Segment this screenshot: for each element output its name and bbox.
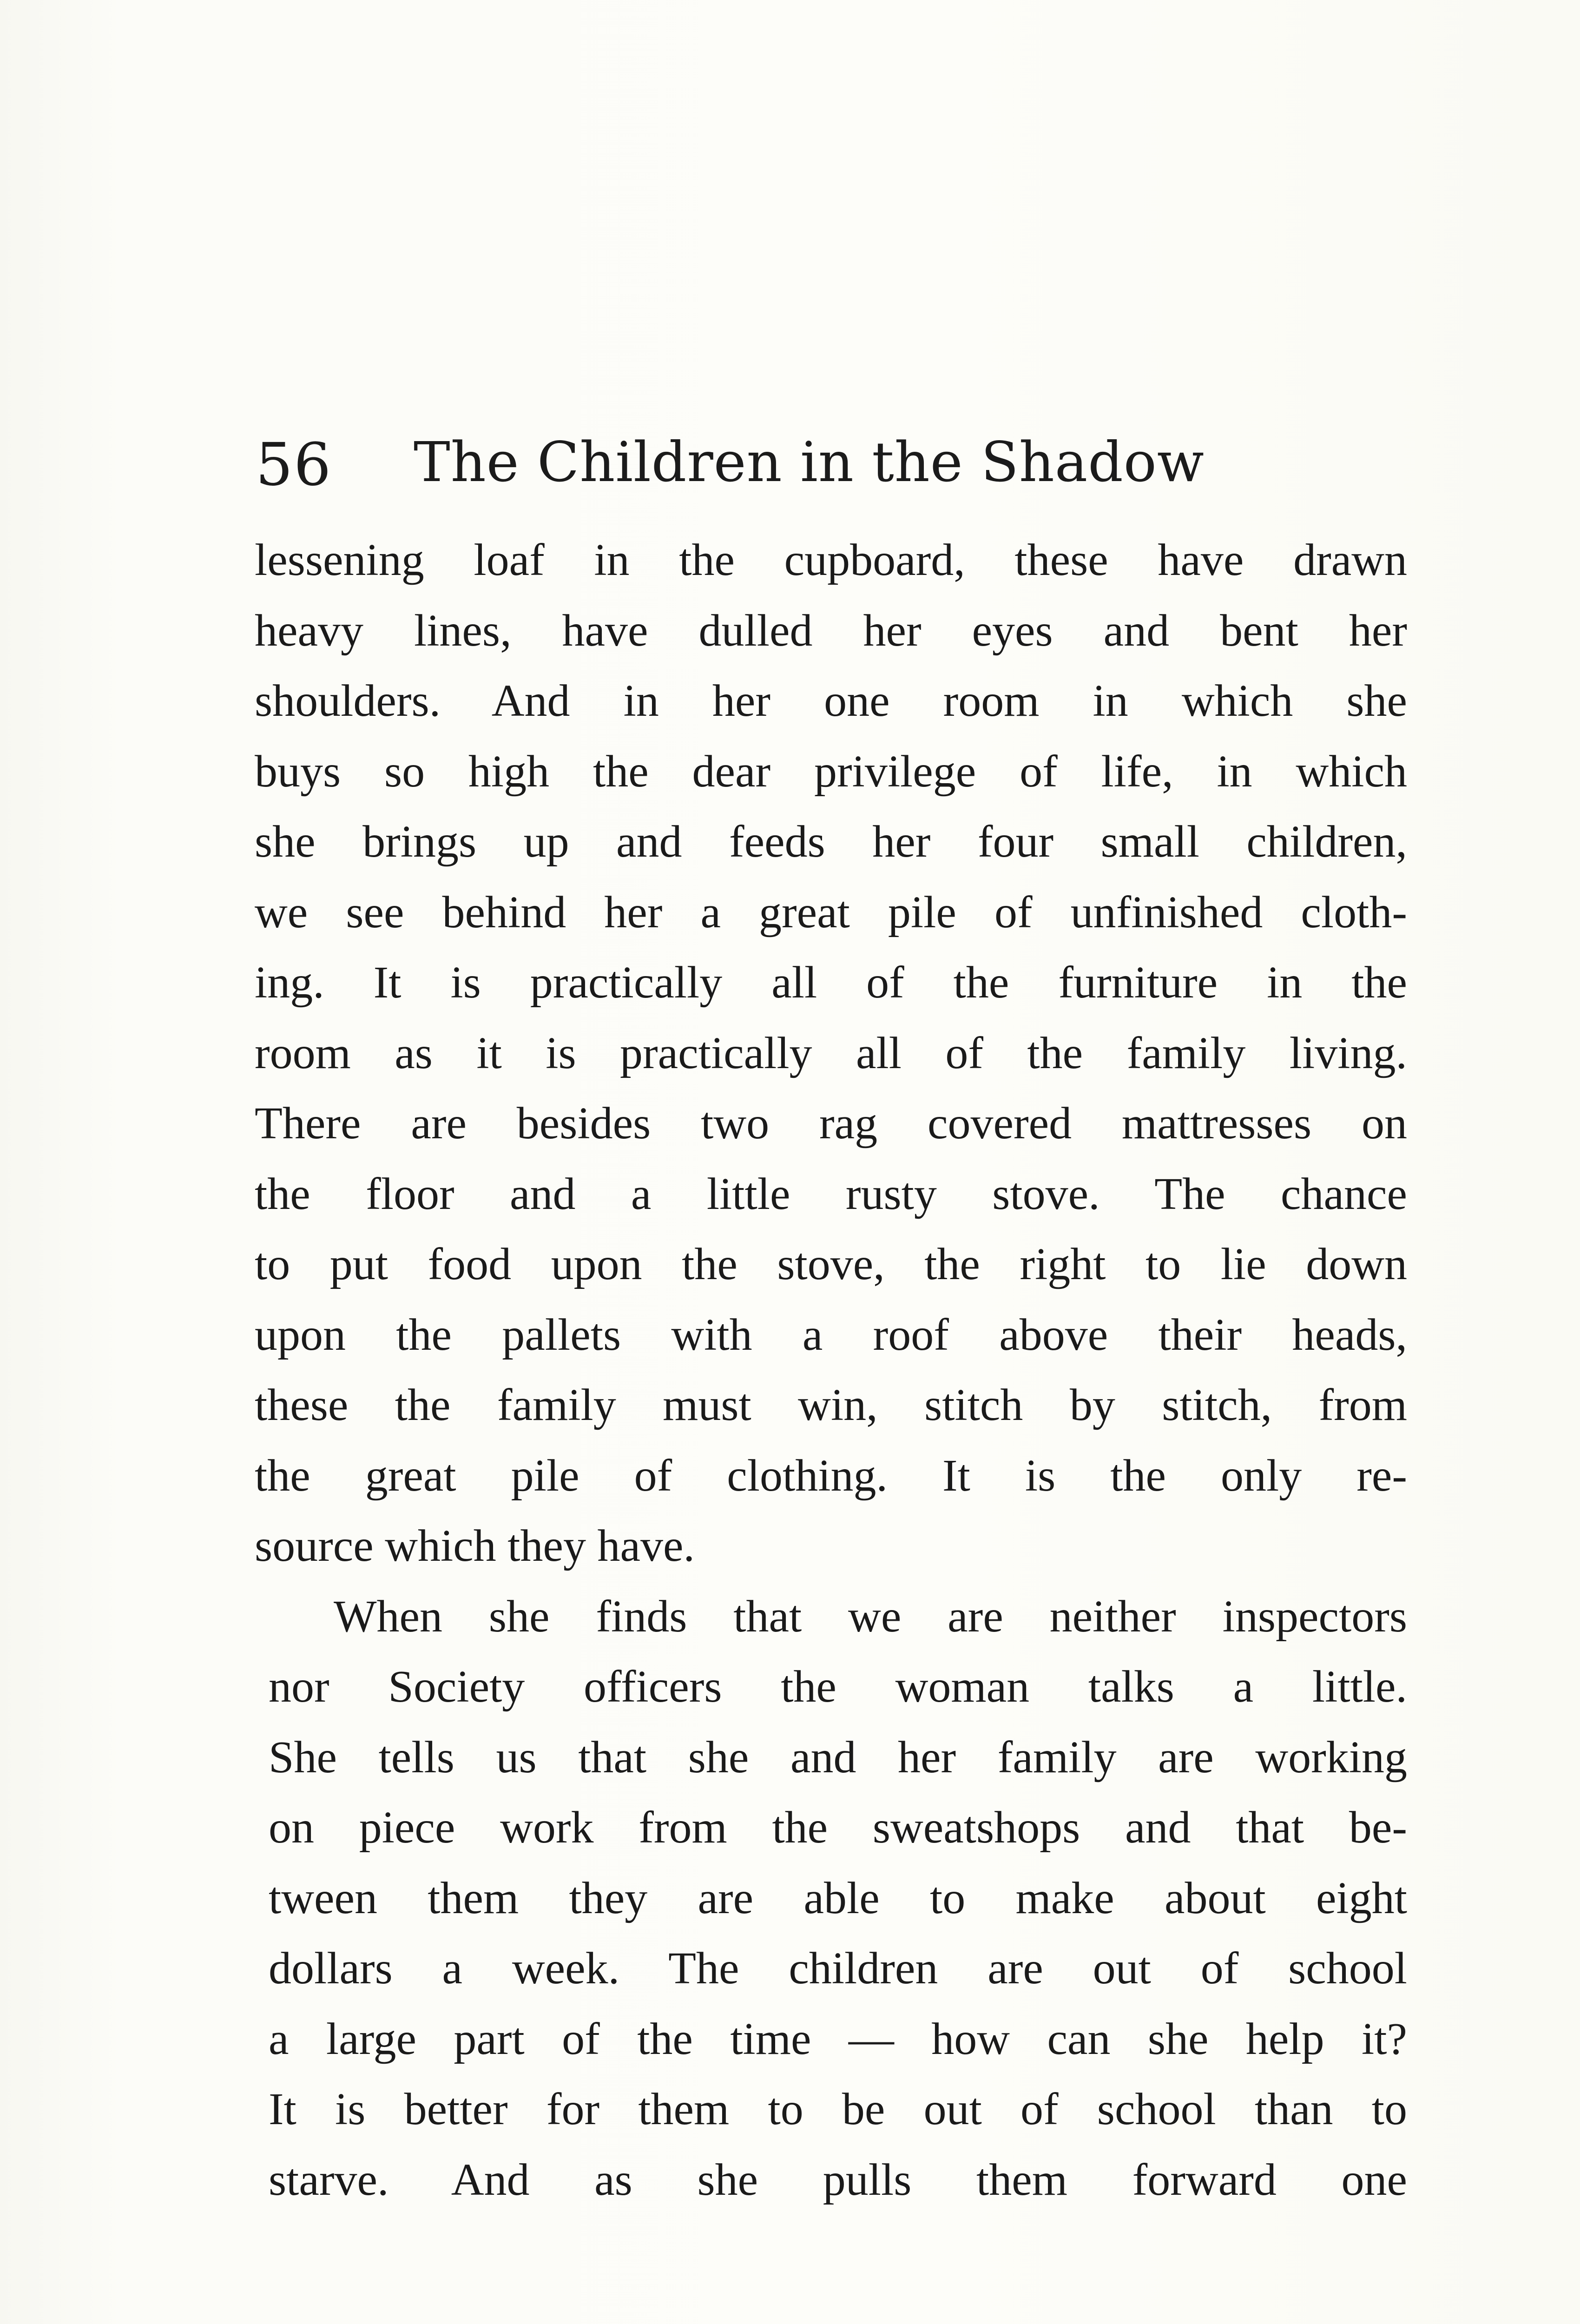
text-line: to put food upon the stove, the right to lie down	[255, 1239, 1407, 1289]
text-line: starve. And as she pulls them forward one	[269, 2154, 1407, 2205]
running-title: The Children in the Shadow	[414, 430, 1205, 494]
text-line: It is better for them to be out of school than to	[269, 2084, 1407, 2134]
text-line: nor Society officers the woman talks a little.	[269, 1662, 1407, 1712]
page-number: 56	[256, 430, 332, 499]
text-line: There are besides two rag covered mattresses on	[255, 1098, 1407, 1149]
text-line: buys so high the dear privilege of life, in which	[255, 746, 1407, 797]
text-line: She tells us that she and her family are working	[269, 1732, 1407, 1783]
body-text	[255, 525, 1407, 2215]
text-line: source which they have.	[255, 1521, 695, 1571]
text-line: on piece work from the sweatshops and that be-	[269, 1802, 1407, 1853]
text-line: shoulders. And in her one room in which she	[255, 676, 1407, 726]
paragraph-2	[255, 1582, 1407, 2216]
text-line: heavy lines, have dulled her eyes and bent her	[255, 605, 1407, 656]
text-line: these the family must win, stitch by stitch, from	[255, 1380, 1407, 1430]
text-line: a large part of the time — how can she help it?	[269, 2014, 1407, 2064]
text-line: she brings up and feeds her four small children,	[255, 817, 1407, 867]
text-line: we see behind her a great pile of unfinished cloth-	[255, 887, 1407, 938]
text-line: dollars a week. The children are out of school	[269, 1943, 1407, 1994]
text-line: ing. It is practically all of the furniture in the	[255, 957, 1407, 1008]
text-line: upon the pallets with a roof above their heads,	[255, 1309, 1407, 1360]
paragraph-1	[255, 525, 1407, 1582]
text-line: room as it is practically all of the family living.	[255, 1028, 1407, 1078]
text-line: lessening loaf in the cupboard, these have drawn	[255, 535, 1407, 585]
text-line: the great pile of clothing. It is the only re-	[255, 1450, 1407, 1501]
text-line: the floor and a little rusty stove. The chance	[255, 1169, 1407, 1219]
text-line: tween them they are able to make about eight	[269, 1873, 1407, 1923]
page-header	[256, 421, 1403, 514]
text-line: When she finds that we are neither inspectors	[334, 1591, 1407, 1642]
